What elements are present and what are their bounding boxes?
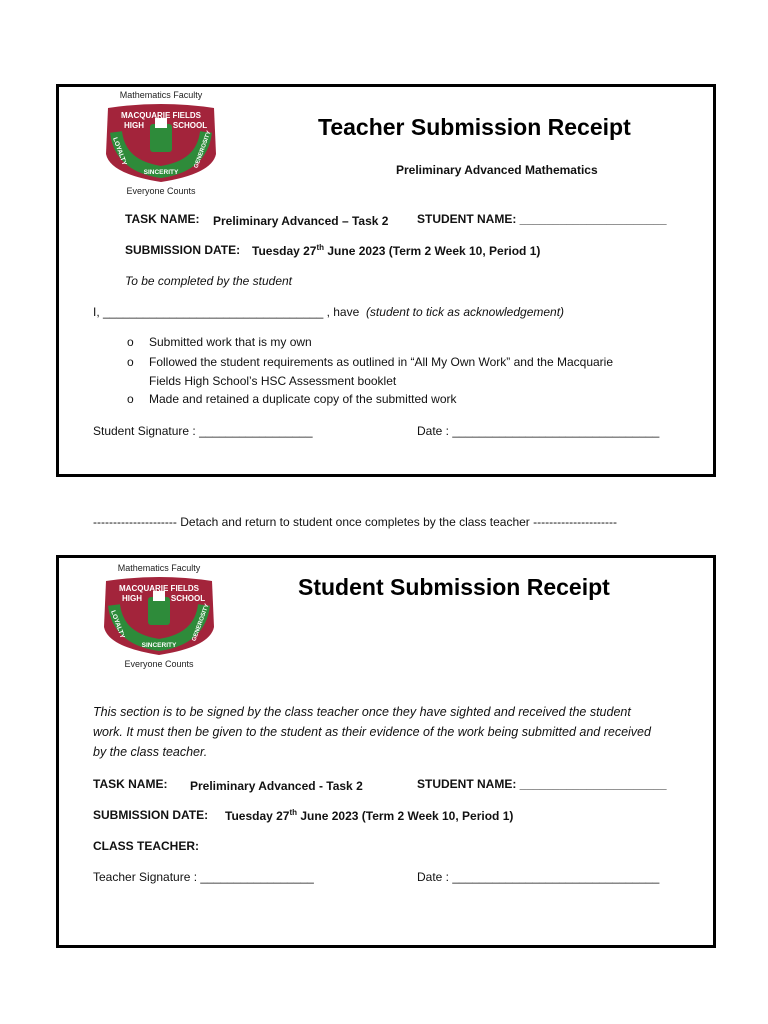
checklist-item-continued: Fields High School’s HSC Assessment booklet: [149, 374, 397, 388]
bullet-marker: o: [127, 355, 134, 369]
school-motto: Everyone Counts: [124, 659, 194, 669]
submission-date-value: Tuesday 27th June 2023 (Term 2 Week 10, Period 1): [252, 243, 541, 258]
school-crest-icon: [98, 575, 220, 657]
crest-value-right: GENEROSITY: [193, 130, 213, 170]
crest-school-line2: HIGH: [124, 121, 144, 130]
crest-value-bottom: SINCERITY: [141, 642, 177, 649]
student-name-field[interactable]: STUDENT NAME: ______________________: [417, 777, 667, 791]
date-field[interactable]: Date : _______________________________: [417, 424, 660, 438]
page-title: Teacher Submission Receipt: [318, 114, 631, 140]
class-teacher-field[interactable]: CLASS TEACHER:: [93, 839, 200, 853]
teacher-signature-field[interactable]: Teacher Signature : _________________: [93, 870, 314, 884]
detach-line: --------------------- Detach and return to student once completes by the class teacher ---------------------: [93, 515, 618, 529]
school-logo: [94, 563, 224, 673]
task-name-label: TASK NAME:: [93, 777, 168, 791]
school-logo: [96, 90, 226, 200]
crest-value-left: LOYALTY: [111, 136, 128, 167]
declaration-line[interactable]: I, _________________________________ , have (student to tick as acknowledgement): [93, 305, 565, 319]
crest-value-bottom: SINCERITY: [143, 169, 179, 176]
task-name-value: Preliminary Advanced – Task 2: [213, 214, 389, 228]
bullet-marker: o: [127, 335, 134, 349]
submission-date-value: Tuesday 27th June 2023 (Term 2 Week 10, Period 1): [225, 808, 514, 823]
page-title: Student Submission Receipt: [298, 574, 610, 600]
faculty-label: Mathematics Faculty: [119, 90, 203, 100]
student-name-field[interactable]: STUDENT NAME: ______________________: [417, 212, 667, 226]
crest-school-line3: SCHOOL: [172, 121, 208, 130]
task-name-label: TASK NAME:: [125, 212, 200, 226]
checklist-item[interactable]: Made and retained a duplicate copy of the submitted work: [149, 392, 457, 406]
submission-date-label: SUBMISSION DATE:: [93, 808, 209, 822]
task-name-value: Preliminary Advanced - Task 2: [190, 779, 363, 793]
student-signature-field[interactable]: Student Signature : _________________: [93, 424, 313, 438]
crest-school-line3: SCHOOL: [170, 594, 206, 603]
crest-school-line1: MACQUARIE FIELDS: [121, 111, 201, 120]
faculty-label: Mathematics Faculty: [117, 563, 201, 573]
instruction-text: To be completed by the student: [125, 274, 293, 288]
crest-value-left: LOYALTY: [109, 609, 126, 640]
instruction-paragraph: This section is to be signed by the class teacher once they have sighted and received the student work. It must then be given to the student as their evidence of the work being submitted and received by the class teacher.: [93, 705, 651, 759]
crest-value-right: GENEROSITY: [191, 603, 211, 643]
checklist-item[interactable]: Followed the student requirements as outlined in “All My Own Work” and the Macquarie: [149, 355, 613, 369]
submission-date-label: SUBMISSION DATE:: [125, 243, 241, 257]
checklist-item[interactable]: Submitted work that is my own: [149, 335, 312, 349]
subject-subtitle: Preliminary Advanced Mathematics: [396, 163, 598, 177]
school-motto: Everyone Counts: [126, 186, 196, 196]
date-field[interactable]: Date : _______________________________: [417, 870, 660, 884]
school-crest-icon: [100, 102, 222, 184]
declaration-note: (student to tick as acknowledgement): [365, 305, 565, 319]
bullet-marker: o: [127, 392, 134, 406]
crest-school-line1: MACQUARIE FIELDS: [119, 584, 199, 593]
crest-school-line2: HIGH: [122, 594, 142, 603]
